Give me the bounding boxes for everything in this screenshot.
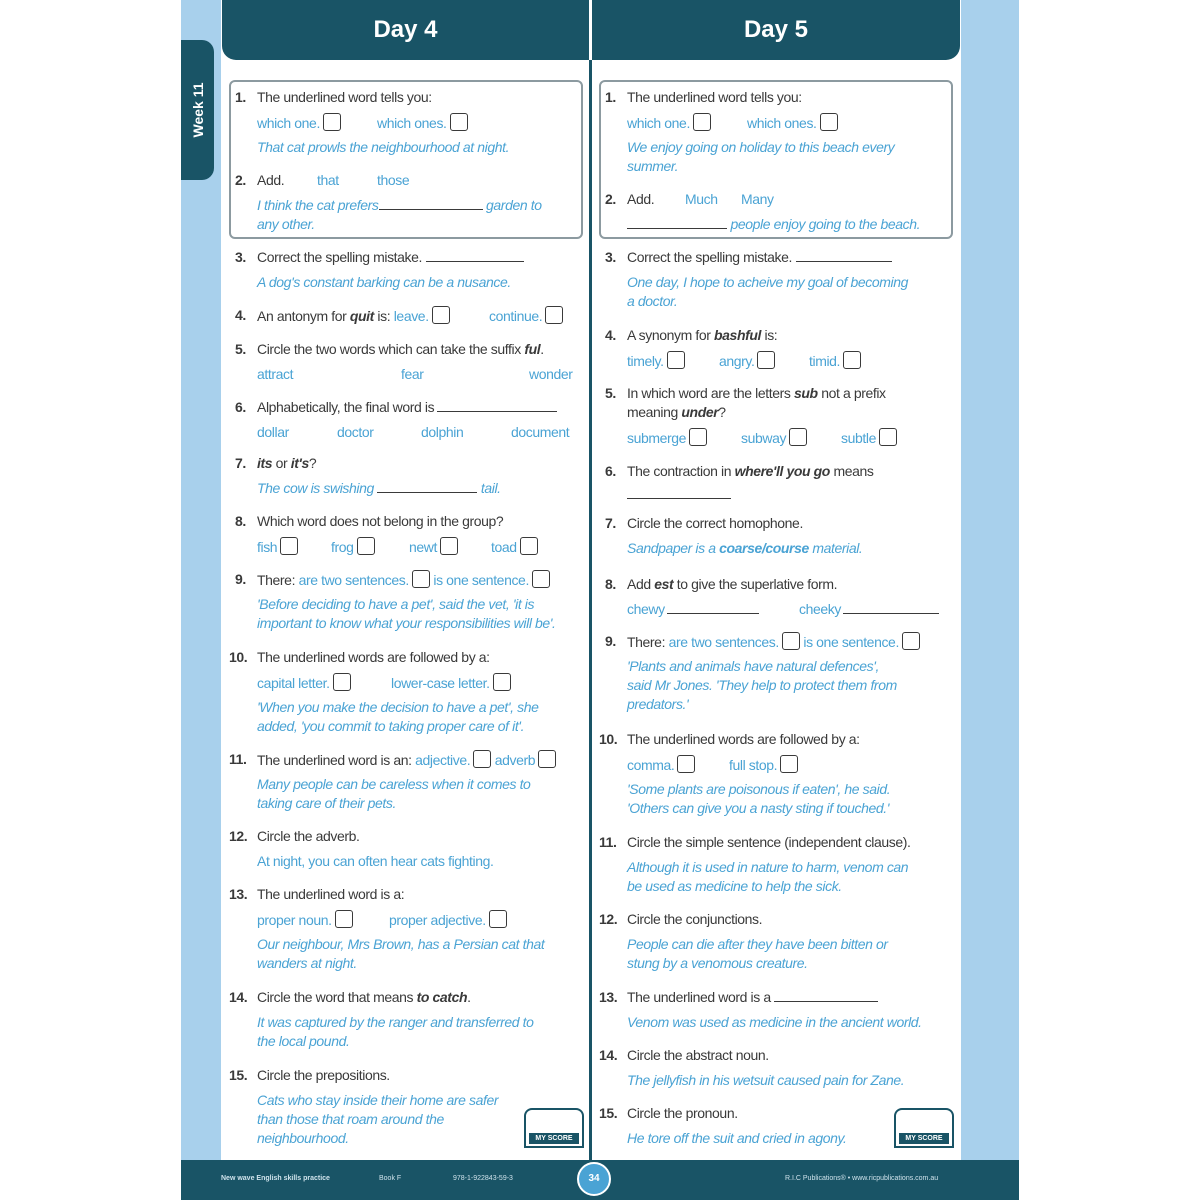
option-label: adjective. [415, 752, 471, 768]
answer-line[interactable] [796, 249, 892, 262]
checkbox[interactable] [323, 113, 341, 131]
checkbox[interactable] [843, 351, 861, 369]
checkbox[interactable] [335, 910, 353, 928]
question-number: 15. [229, 1067, 248, 1083]
question-number: 9. [605, 633, 616, 649]
option-label: are two sentences. [298, 572, 409, 588]
option-label: angry. [719, 353, 755, 369]
checkbox[interactable] [280, 537, 298, 555]
question-prompt: means [833, 463, 874, 479]
answer-line[interactable] [774, 989, 878, 1002]
question-number: 11. [229, 751, 247, 767]
question-number: 5. [605, 385, 616, 401]
question-prompt: The underlined word is a [627, 989, 771, 1005]
question-sentence: added, 'you commit to taking proper care of it'. [257, 718, 525, 734]
answer-line[interactable] [426, 249, 524, 262]
question-sentence: The jellyfish in his wetsuit caused pain for Zane. [627, 1072, 905, 1088]
question-number: 1. [605, 89, 616, 105]
question-number: 14. [599, 1047, 618, 1063]
day4-score-box [524, 1108, 584, 1148]
option-label: subtle [841, 430, 876, 446]
sentence-part: any other. [257, 216, 315, 232]
option-word: toad [491, 539, 517, 555]
question-sentence: Cats who stay inside their home are safer [257, 1092, 499, 1108]
question-sentence: the local pound. [257, 1033, 350, 1049]
option-label: which one. [627, 115, 690, 131]
question-sentence: important to know what your responsibilities will be'. [257, 615, 556, 631]
sentence-part: people enjoy going to the beach. [730, 216, 921, 232]
question-prompt: Circle the prepositions. [257, 1067, 390, 1083]
question-prompt: is: [764, 327, 778, 343]
option-word: Many [741, 191, 774, 207]
checkbox[interactable] [440, 537, 458, 555]
question-sentence: 'When you make the decision to have a pet', she [257, 699, 539, 715]
option-word: cheeky [799, 601, 841, 617]
question-sentence: neighbourhood. [257, 1130, 349, 1146]
question-sentence: 'Before deciding to have a pet', said the vet, 'it is [257, 596, 535, 612]
checkbox[interactable] [333, 673, 351, 691]
option-label: is one sentence. [803, 634, 899, 650]
sentence-part: I think the cat prefers [257, 197, 379, 213]
answer-line[interactable] [437, 399, 557, 412]
question-number: 11. [599, 834, 617, 850]
option-label: proper noun. [257, 912, 332, 928]
option-word: Much [685, 191, 718, 207]
question-prompt: The underlined word is a: [257, 886, 405, 902]
question-sentence: One day, I hope to acheive my goal of becoming [627, 274, 908, 290]
question-number: 5. [235, 341, 246, 357]
option-label: subway [741, 430, 787, 446]
question-sentence: 'Some plants are poisonous if eaten', he said. [627, 781, 891, 797]
question-number: 10. [599, 731, 618, 747]
question-sentence: 'Plants and animals have natural defences', [627, 658, 879, 674]
question-prompt: The underlined words are followed by a: [627, 731, 860, 747]
week-label: Week 11 [189, 82, 206, 138]
question-number: 12. [599, 911, 618, 927]
answer-line[interactable] [667, 601, 759, 614]
question-prompt: There: [257, 572, 296, 588]
question-number: 6. [235, 399, 246, 415]
question-sentence: a doctor. [627, 293, 678, 309]
question-sentence: We enjoy going on holiday to this beach every [627, 139, 895, 155]
answer-line[interactable] [379, 197, 483, 210]
question-sentence: Although it is used in nature to harm, venom can [627, 859, 909, 875]
question-prompt: Circle the correct homophone. [627, 515, 803, 531]
checkbox[interactable] [493, 673, 511, 691]
question-prompt: An antonym for [257, 308, 347, 324]
question-prompt: meaning [627, 404, 678, 420]
question-prompt: A synonym for [627, 327, 711, 343]
question-sentence: be used as medicine to help the sick. [627, 878, 842, 894]
key-word: to catch [416, 989, 468, 1005]
checkbox[interactable] [789, 428, 807, 446]
option-word: fear [401, 366, 424, 382]
footer-isbn: 978-1-922843-59-3 [453, 1175, 513, 1182]
sentence-part: Sandpaper is a [627, 540, 716, 556]
question-prompt: There: [627, 634, 666, 650]
question-sentence: At night, you can often hear cats fighting. [257, 853, 494, 869]
question-prompt: Circle the conjunctions. [627, 911, 763, 927]
day4-header [222, 0, 589, 60]
homophone-choice[interactable]: coarse/course [719, 540, 809, 556]
question-number: 14. [229, 989, 248, 1005]
question-sentence: stung by a venomous creature. [627, 955, 808, 971]
checkbox[interactable] [473, 750, 491, 768]
checkbox[interactable] [689, 428, 707, 446]
option-label: continue. [489, 308, 543, 324]
score-label: MY SCORE [899, 1133, 949, 1144]
key-word: sub [793, 385, 818, 401]
option-label: proper adjective. [389, 912, 486, 928]
question-number: 2. [605, 191, 616, 207]
question-number: 9. [235, 571, 246, 587]
option-word: frog [331, 539, 354, 555]
question-number: 15. [599, 1105, 618, 1121]
checkbox[interactable] [693, 113, 711, 131]
question-sentence: That cat prowls the neighbourhood at night. [257, 139, 510, 155]
week-tab [181, 40, 214, 180]
option-word: dollar [257, 424, 289, 440]
key-word: ful [524, 341, 541, 357]
checkbox[interactable] [412, 570, 430, 588]
option-label: which ones. [377, 115, 447, 131]
question-prompt: Alphabetically, the final word is [257, 399, 435, 415]
key-word: under [681, 404, 719, 420]
key-word: quit [349, 308, 374, 324]
question-mark: ? [718, 404, 726, 420]
question-sentence: said Mr Jones. 'They help to protect them from [627, 677, 897, 693]
question-prompt: The underlined word tells you: [257, 89, 432, 105]
option-label: which one. [257, 115, 320, 131]
question-sentence: Venom was used as medicine in the ancient world. [627, 1014, 922, 1030]
question-sentence: It was captured by the ranger and transferred to [257, 1014, 534, 1030]
question-prompt: Add. [627, 191, 655, 207]
option-label: which ones. [747, 115, 817, 131]
question-number: 10. [229, 649, 248, 665]
question-number: 7. [235, 455, 246, 471]
option-word: wonder [529, 366, 573, 382]
question-sentence: He tore off the suit and cried in agony. [627, 1130, 847, 1146]
question-number: 12. [229, 828, 248, 844]
question-number: 3. [605, 249, 616, 265]
footer-book: Book F [379, 1175, 402, 1182]
question-number: 6. [605, 463, 616, 479]
checkbox[interactable] [780, 755, 798, 773]
question-prompt: Add [627, 576, 651, 592]
question-sentence: People can die after they have been bitten or [627, 936, 888, 952]
option-word: doctor [337, 424, 374, 440]
question-prompt: The underlined words are followed by a: [257, 649, 490, 665]
column-divider [589, 60, 592, 1160]
question-number: 3. [235, 249, 246, 265]
question-sentence: Many people can be careless when it comes to [257, 776, 531, 792]
question-number: 13. [229, 886, 248, 902]
option-label: lower-case letter. [391, 675, 490, 691]
question-prompt: The underlined word tells you: [627, 89, 802, 105]
option-label: timely. [627, 353, 664, 369]
day5-score-box [894, 1108, 954, 1148]
score-label: MY SCORE [529, 1133, 579, 1144]
question-number: 2. [235, 172, 246, 188]
answer-line[interactable] [843, 601, 939, 614]
option-word: dolphin [421, 424, 464, 440]
question-prompt: Correct the spelling mistake. [627, 249, 793, 265]
option-label: are two sentences. [668, 634, 779, 650]
page-number: 34 [577, 1162, 611, 1196]
option-label: submerge [627, 430, 687, 446]
checkbox[interactable] [667, 351, 685, 369]
key-word: bashful [714, 327, 761, 343]
answer-line[interactable] [627, 216, 727, 229]
footer-title: New wave English skills practice [221, 1175, 330, 1182]
day5-header [592, 0, 960, 60]
checkbox[interactable] [902, 632, 920, 650]
option-label: adverb [494, 752, 536, 768]
question-prompt: to give the superlative form. [676, 576, 838, 592]
question-prompt: is: [377, 308, 391, 324]
option-label: comma. [627, 757, 675, 773]
answer-line[interactable] [627, 486, 731, 499]
footer-publisher: R.I.C Publications® • www.ricpublications.com.au [785, 1175, 939, 1182]
option-word: attract [257, 366, 294, 382]
question-number: 8. [235, 513, 246, 529]
question-number: 1. [235, 89, 246, 105]
option-word: those [377, 172, 410, 188]
checkbox[interactable] [545, 306, 563, 324]
checkbox[interactable] [879, 428, 897, 446]
question-prompt: The underlined word is an: [257, 752, 412, 768]
answer-line[interactable] [377, 480, 477, 493]
option-label: timid. [809, 353, 841, 369]
option-word: fish [257, 539, 278, 555]
question-prompt: not a prefix [821, 385, 886, 401]
checkbox[interactable] [677, 755, 695, 773]
option-word: newt [409, 539, 437, 555]
question-prompt: Circle the pronoun. [627, 1105, 738, 1121]
question-prompt: Correct the spelling mistake. [257, 249, 423, 265]
checkbox[interactable] [532, 570, 550, 588]
key-word: it's [290, 455, 309, 471]
question-prompt: Which word does not belong in the group? [257, 513, 504, 529]
option-label: capital letter. [257, 675, 330, 691]
question-number: 7. [605, 515, 616, 531]
question-sentence: Our neighbour, Mrs Brown, has a Persian cat that [257, 936, 545, 952]
checkbox[interactable] [357, 537, 375, 555]
question-number: 4. [235, 307, 246, 323]
option-label: full stop. [729, 757, 778, 773]
question-sentence: wanders at night. [257, 955, 357, 971]
question-prompt: Circle the abstract noun. [627, 1047, 769, 1063]
question-prompt: Circle the adverb. [257, 828, 360, 844]
checkbox[interactable] [450, 113, 468, 131]
option-word: document [511, 424, 570, 440]
question-sentence: predators.' [627, 696, 689, 712]
question-number: 13. [599, 989, 618, 1005]
question-sentence: 'Others can give you a nasty sting if touched.' [627, 800, 890, 816]
question-prompt: The contraction in [627, 463, 732, 479]
checkbox[interactable] [820, 113, 838, 131]
question-sentence: summer. [627, 158, 679, 174]
checkbox[interactable] [782, 632, 800, 650]
day4-title: Day 4 [373, 16, 438, 43]
question-prompt: In which word are the letters [627, 385, 791, 401]
question-number: 8. [605, 576, 616, 592]
option-word: that [317, 172, 339, 188]
key-phrase: where'll you go [734, 463, 830, 479]
question-mark: ? [308, 455, 317, 471]
question-sentence: than those that roam around the [257, 1111, 444, 1127]
question-sentence: A dog's constant barking can be a nusance. [257, 274, 511, 290]
day5-title: Day 5 [743, 16, 809, 43]
key-word: its [257, 455, 273, 471]
checkbox[interactable] [757, 351, 775, 369]
question-prompt: Circle the simple sentence (independent clause). [627, 834, 911, 850]
question-prompt: Add. [257, 172, 285, 188]
sentence-part: The cow is swishing [257, 480, 374, 496]
checkbox[interactable] [538, 750, 556, 768]
option-word: chewy [627, 601, 665, 617]
question-sentence: taking care of their pets. [257, 795, 397, 811]
question-prompt: Circle the word that means [257, 989, 414, 1005]
key-word: est [654, 576, 674, 592]
question-prompt: or [275, 455, 288, 471]
question-prompt: Circle the two words which can take the suffix [257, 341, 521, 357]
checkbox[interactable] [432, 306, 450, 324]
sentence-part: garden to [486, 197, 542, 213]
sentence-part: material. [812, 540, 863, 556]
sentence-part: tail. [480, 480, 501, 496]
question-number: 4. [605, 327, 616, 343]
checkbox[interactable] [520, 537, 538, 555]
option-label: is one sentence. [433, 572, 529, 588]
checkbox[interactable] [489, 910, 507, 928]
option-label: leave. [393, 308, 429, 324]
